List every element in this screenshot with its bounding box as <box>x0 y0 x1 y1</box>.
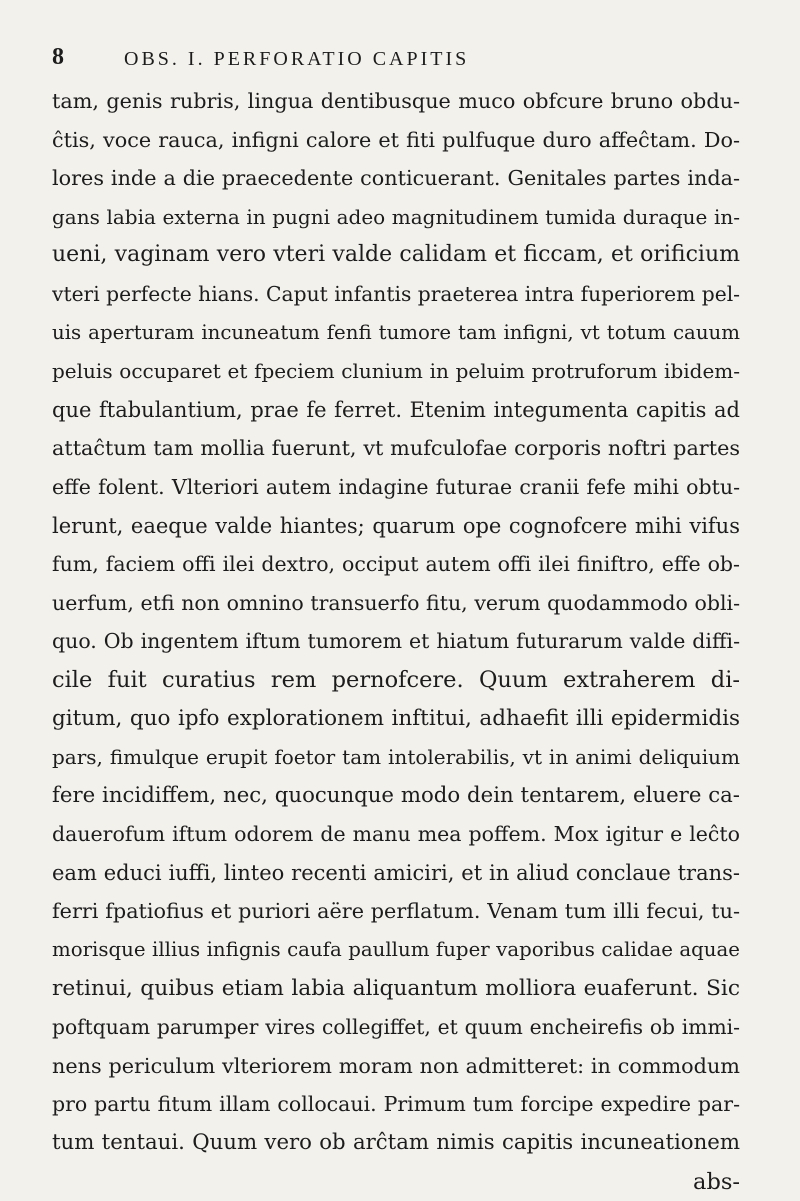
text-line: cile fuit curatius rem pernofcere. Quum extraherem di- <box>52 666 740 693</box>
text-line: ueni, vaginam vero vteri valde calidam et ficcam, et orificium <box>52 242 740 268</box>
text-line: effe folent. Vlteriori autem indagine futurae cranii fefe mihi obtu- <box>52 474 740 499</box>
text-line: lores inde a die praecedente conticuerant. Genitales partes inda- <box>52 166 740 191</box>
text-line: vteri perfecte hians. Caput infantis praeterea intra fuperiorem pel- <box>52 281 740 306</box>
text-line: dauerofum iftum odorem de manu mea poffem. Mox igitur e leĉto <box>52 822 740 847</box>
text-line: retinui, quibus etiam labia aliquantum molliora euaferunt. Sic <box>52 975 740 1001</box>
text-line: fere incidiffem, nec, quocunque modo dein tentarem, eluere ca- <box>52 782 740 808</box>
text-line: uerfum, etfi non omnino transuerfo fitu, verum quodammodo obli- <box>52 590 740 615</box>
text-line: gitum, quo ipfo explorationem inftitui, adhaefit illi epidermidis <box>52 705 740 731</box>
text-line: attaĉtum tam mollia fuerunt, vt mufculofae corporis noftri partes <box>52 436 740 461</box>
text-line: ferri fpatiofius et puriori aëre perflatum. Venam tum illi fecui, tu- <box>52 899 740 924</box>
text-line: que ftabulantium, prae fe ferret. Etenim integumenta capitis ad <box>52 397 740 422</box>
text-line: pars, fimulque erupit foetor tam intolerabilis, vt in animi deliquium <box>52 745 740 770</box>
text-line: tam, genis rubris, lingua dentibusque muco obfcure bruno obdu- <box>52 89 740 113</box>
page-number: 8 <box>52 44 64 70</box>
text-line: morisque illius infignis caufa paullum fuper vaporibus calidae aquae <box>52 938 740 962</box>
text-line: gans labia externa in pugni adeo magnitudinem tumida duraque in- <box>52 204 740 229</box>
catchword: abs- <box>693 1168 740 1195</box>
text-line: uis aperturam incuneatum fenfi tumore tam infigni, vt totum cauum <box>52 320 740 344</box>
text-line: fum, faciem offi ilei dextro, occiput autem offi ilei finiftro, effe ob- <box>52 552 740 577</box>
text-line: tum tentaui. Quum vero ob arĉtam nimis capitis incuneationem <box>52 1130 740 1156</box>
page-header <box>52 44 740 74</box>
text-line: pro partu fitum illam collocaui. Primum tum forcipe expedire par- <box>52 1092 740 1117</box>
text-line: peluis occuparet et fpeciem clunium in peluim protruforum ibidem- <box>52 359 740 384</box>
running-head: OBS. I. PERFORATIO CAPITIS <box>124 48 470 70</box>
text-line: lerunt, eaeque valde hiantes; quarum ope cognofcere mihi vifus <box>52 513 740 538</box>
body-text <box>52 82 740 1201</box>
text-line: quo. Ob ingentem iftum tumorem et hiatum futurarum valde diffi- <box>52 629 740 654</box>
text-line: ĉtis, voce rauca, infigni calore et fiti pulfuque duro affeĉtam. Do- <box>52 127 740 152</box>
text-line: nens periculum vlteriorem moram non admitteret: in commodum <box>52 1053 740 1078</box>
text-line: eam educi iuffi, linteo recenti amiciri, et in aliud conclaue trans- <box>52 860 740 885</box>
text-line: poftquam parumper vires collegiffet, et quum encheirefis ob immi- <box>52 1015 740 1040</box>
